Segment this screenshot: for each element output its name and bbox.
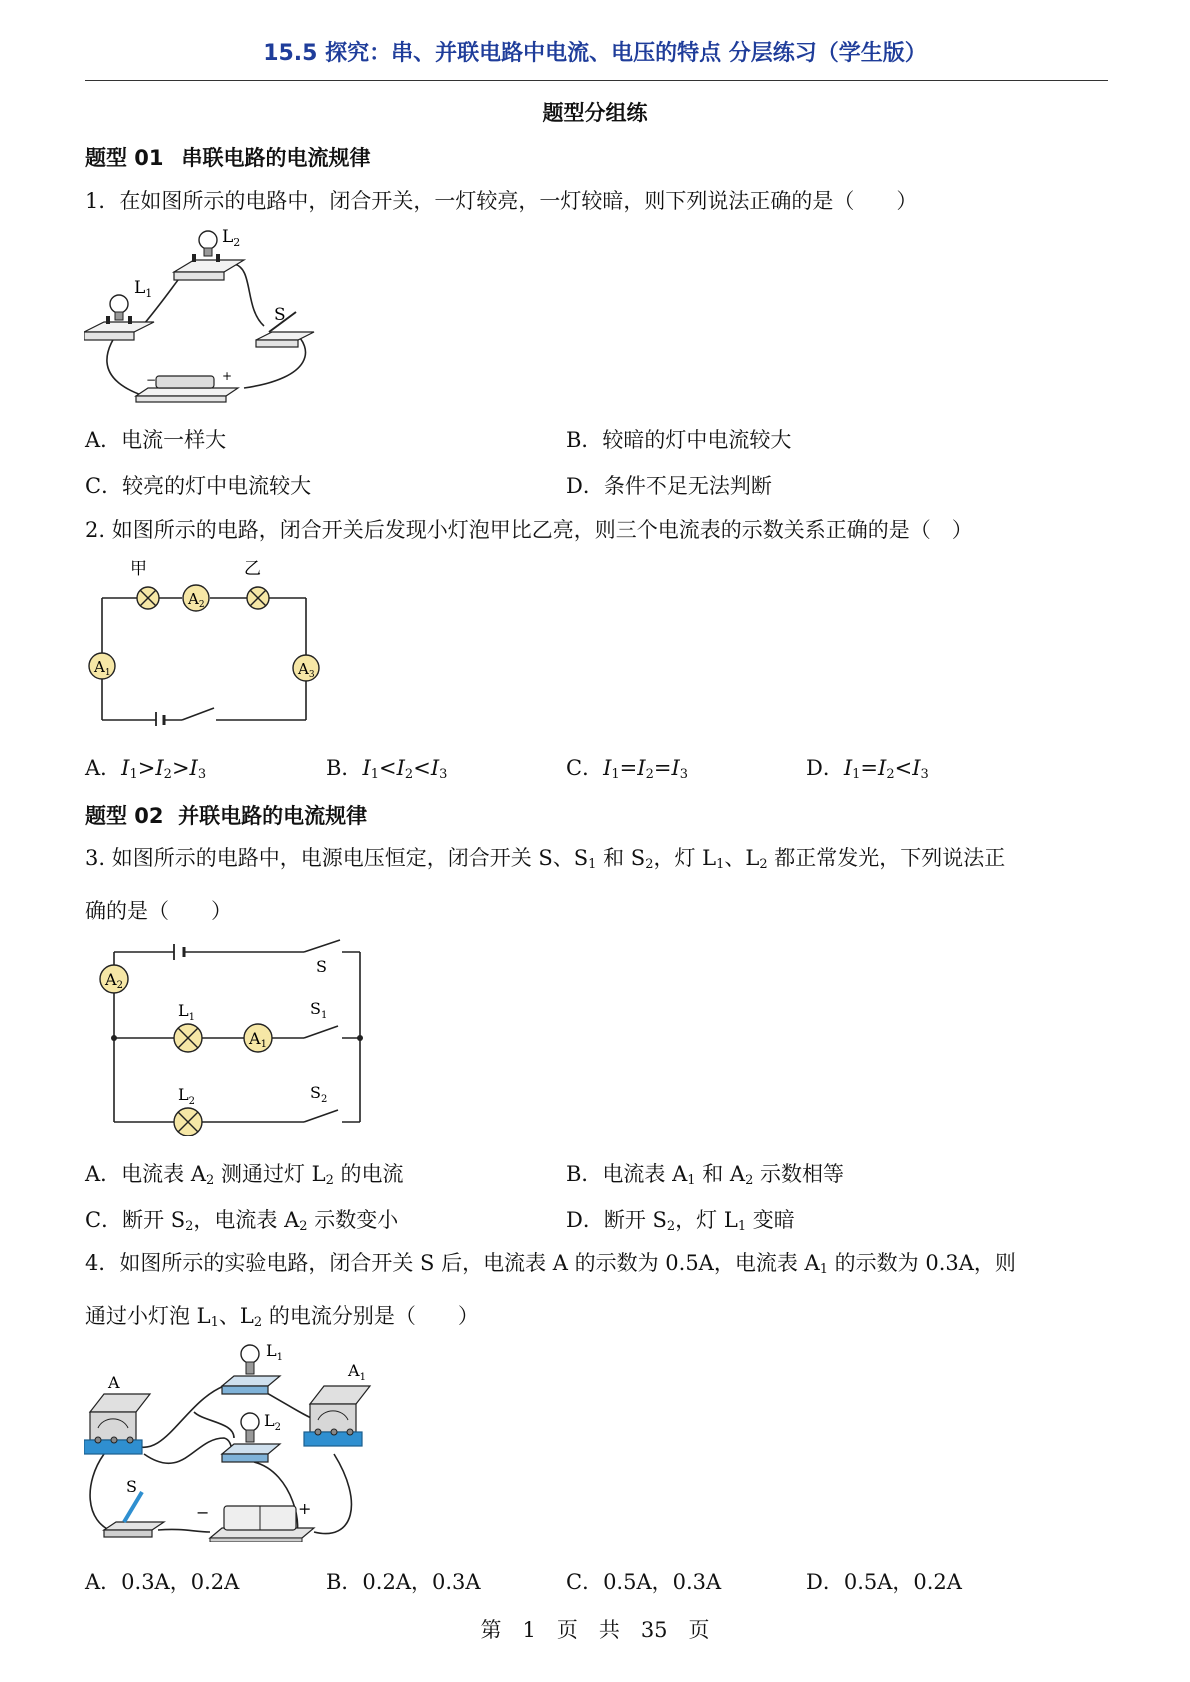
label-minus: − [146,373,157,387]
ammeter-a1 [89,653,115,679]
section-name: 串联电路的电流规律 [181,146,371,170]
question-1-figure [84,228,324,404]
label-s: S [274,305,286,325]
question-4-figure [84,1342,384,1542]
label-l2: $L_2$ [178,1085,195,1107]
label-l1: $L_1$ [134,278,153,300]
label-a1: $A_1$ [348,1361,366,1383]
q4-option-b: B．0.2A，0.3A [326,1570,481,1594]
q2-option-d: D．$I_1=I_2<I_3$ [806,756,929,782]
label-a: A [108,1373,120,1392]
ammeter-a2 [100,965,128,993]
lamp-yi [247,587,269,609]
label-l2: $L_2$ [222,228,241,249]
label-l1: $L_1$ [178,1001,195,1023]
label-l2: $L_2$ [264,1411,281,1433]
ammeter-a1 [304,1386,370,1446]
switch-s [104,1492,164,1537]
section-number: 题型 01 [85,146,164,170]
q2-option-a: A．$I_1>I_2>I_3$ [85,756,207,782]
header-divider [85,80,1108,81]
question-4-stem: 4．如图所示的实验电路，闭合开关 S 后，电流表 A 的示数为 0.5A，电流表 $A_1$ 的示数为 0.3A，则 通过小灯泡 $L_1$、$L_2$ 的电流分别是（ ） [85,1251,1016,1330]
q2-option-c: C．$I_1=I_2=I_3$ [566,756,689,782]
svg-text:A3: $A_3$ [298,660,315,680]
section-number: 题型 02 [85,804,164,828]
q1-option-b: B．较暗的灯中电流较大 [566,428,792,452]
svg-text:A1: A1 [249,1029,267,1050]
q4-option-a: A．0.3A，0.2A [85,1570,240,1594]
question-2-stem: 2. 如图所示的电路，闭合开关后发现小灯泡甲比乙亮，则三个电流表的示数关系正确的是（ ） [85,518,973,542]
question-1-stem: 1．在如图所示的电路中，闭合开关，一灯较亮，一灯较暗，则下列说法正确的是（ ） [85,189,918,213]
ammeter-a2 [183,585,209,611]
label-yi: 乙 [244,559,261,579]
ammeter-a3 [293,655,319,681]
q1-option-c: C．较亮的灯中电流较大 [85,474,312,498]
page-footer: 第 1 页 共 35 页 [480,1618,710,1642]
svg-text:A2: $A_2$ [188,590,205,610]
ammeter-a1 [244,1024,272,1052]
label-plus: + [222,369,233,383]
q4-option-d: D．0.5A，0.2A [806,1570,962,1594]
section-heading-1 [85,142,371,172]
label-s2: $S_2$ [310,1083,328,1105]
label-s1: $S_1$ [310,999,328,1021]
q4-option-c: C．0.5A，0.3A [566,1570,722,1594]
section-heading-2 [85,800,367,830]
label-s: S [126,1477,137,1496]
svg-text:A1: $A_1$ [94,658,111,678]
question-2-figure [84,556,324,726]
q1-option-a: A．电流一样大 [85,428,227,452]
lamp-l2 [174,1108,202,1136]
document-header: 15.5 探究：串、并联电路中电流、电压的特点 分层练习（学生版） [263,41,927,66]
lamp-jia [137,587,159,609]
q2-option-b: B．$I_1<I_2<I_3$ [326,756,448,782]
q3-option-c: C．断开 $S_2$，电流表 $A_2$ 示数变小 [85,1208,399,1234]
question-3-figure [92,936,372,1136]
group-title: 题型分组练 [542,101,648,125]
q3-option-b: B．电流表 $A_1$ 和 $A_2$ 示数相等 [566,1162,845,1188]
lamp-l1 [174,1024,202,1052]
question-3-stem: 3. 如图所示的电路中，电源电压恒定，闭合开关 S、$S_1$ 和 $S_2$，灯 $L_1$、$L_2$ 都正常发光，下列说法正 确的是（ ） [85,846,1006,923]
svg-text:A2: A2 [105,970,123,991]
q3-option-d: D．断开 $S_2$，灯 $L_1$ 变暗 [566,1208,795,1234]
q3-option-a: A．电流表 $A_2$ 测通过灯 $L_2$ 的电流 [85,1162,404,1188]
label-l1: $L_1$ [266,1342,283,1363]
label-plus: + [298,1499,312,1518]
label-minus: − [196,1503,210,1522]
ammeter-a [84,1394,150,1454]
label-jia: 甲 [130,559,147,579]
label-s: S [316,957,327,976]
section-name: 并联电路的电流规律 [178,804,368,828]
q1-option-d: D．条件不足无法判断 [566,474,772,498]
